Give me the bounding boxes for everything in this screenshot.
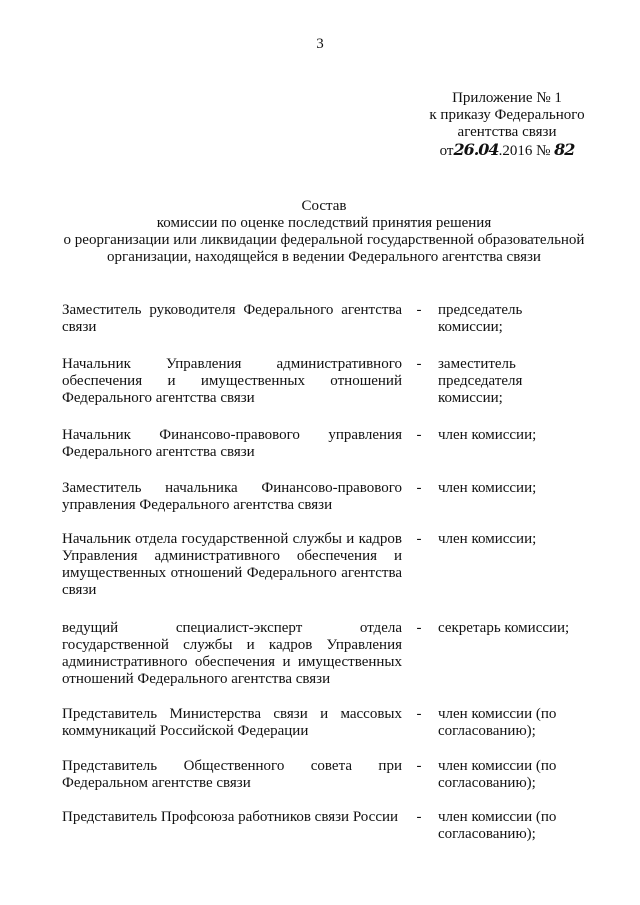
member-position: Заместитель руководителя Федерального агентства связи	[62, 302, 402, 335]
handwritten-date: 26.04	[453, 140, 499, 159]
member-role: член комиссии;	[438, 480, 537, 496]
document-title	[60, 198, 588, 266]
member-position: Представитель Министерства связи и массовых коммуникаций Российской Федерации	[62, 706, 402, 739]
appendix-line-3: агентства связи	[457, 124, 557, 140]
title-line-1: комиссии по оценке последствий принятия решения	[156, 215, 492, 231]
member-role: секретарь комиссии;	[438, 620, 570, 636]
page-number: 3	[316, 36, 324, 52]
member-role: член комиссии;	[438, 531, 537, 547]
title-line-3: организации, находящейся в ведении Федерального агентства связи	[107, 249, 541, 265]
member-position: Начальник отдела государственной службы и кадров Управления административного обеспечения и имущественных отношений Федерального агентства связи	[62, 531, 402, 598]
member-dash: -	[416, 302, 422, 318]
member-position: Представитель Общественного совета при Федеральном агентстве связи	[62, 758, 402, 791]
member-dash: -	[416, 480, 422, 496]
appendix-header	[412, 90, 602, 160]
member-role: член комиссии (по согласованию);	[438, 706, 557, 739]
handwritten-order-number: 82	[554, 140, 575, 159]
appendix-date-line	[412, 141, 602, 160]
title-heading: Состав	[301, 198, 347, 214]
member-role: заместитель председателя комиссии;	[438, 356, 523, 406]
member-dash: -	[416, 427, 422, 443]
member-position: Начальник Финансово-правового управления Федерального агентства связи	[62, 427, 402, 460]
appendix-line-1: Приложение № 1	[452, 90, 562, 106]
member-position: Заместитель начальника Финансово-правового управления Федерального агентства связи	[62, 480, 402, 513]
member-dash: -	[416, 531, 422, 547]
member-role: член комиссии (по согласованию);	[438, 809, 557, 842]
member-dash: -	[416, 809, 422, 825]
date-prefix: от	[439, 143, 454, 159]
member-dash: -	[416, 356, 422, 372]
date-year: .2016 №	[498, 143, 551, 159]
member-dash: -	[416, 758, 422, 774]
member-role: председатель комиссии;	[438, 302, 523, 335]
member-dash: -	[416, 706, 422, 722]
title-line-2: о реорганизации или ликвидации федеральной государственной образовательной	[63, 232, 585, 248]
appendix-line-2: к приказу Федерального	[429, 107, 585, 123]
member-role: член комиссии (по согласованию);	[438, 758, 557, 791]
member-position: ведущий специалист-эксперт отдела государственной службы и кадров Управления административного обеспечения и имущественных отношений Федерального агентства связи	[62, 620, 402, 687]
member-position: Начальник Управления административного обеспечения и имущественных отношений Федерального агентства связи	[62, 356, 402, 406]
member-position: Представитель Профсоюза работников связи России	[62, 809, 399, 825]
member-dash: -	[416, 620, 422, 636]
member-role: член комиссии;	[438, 427, 537, 443]
